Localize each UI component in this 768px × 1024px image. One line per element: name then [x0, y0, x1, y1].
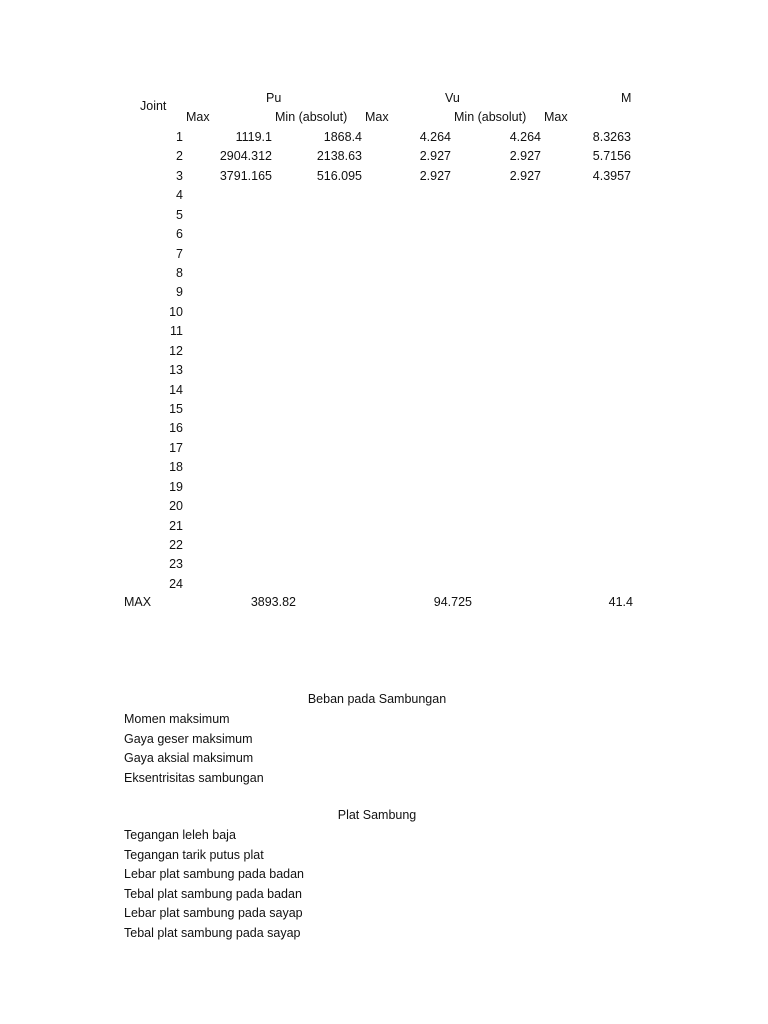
list-item: Lebar plat sambung pada badan	[124, 867, 305, 881]
joint-number: 16	[169, 421, 183, 436]
joint-number: 11	[170, 324, 183, 339]
cell-pu-min: 1868.4	[323, 130, 362, 144]
cell-pu-max: 2904.312	[219, 149, 272, 164]
cell-vu-max: 2.927	[419, 168, 451, 183]
cell-pu-max: 1119.1	[235, 130, 272, 144]
list-item: Lebar plat sambung pada sayap	[124, 906, 303, 920]
list-item: Tegangan tarik putus plat	[124, 847, 264, 862]
joint-number: 4	[176, 188, 183, 203]
joint-number: 5	[176, 207, 183, 222]
joint-number: 15	[169, 402, 183, 417]
cell-pu-min: 2138.63	[316, 149, 362, 164]
joint-number: 3	[176, 168, 183, 183]
max-vu-value: 94.725	[433, 595, 472, 609]
joint-number: 8	[176, 266, 183, 280]
header-vu-min: Min (absolut)	[454, 110, 527, 124]
header-pu-max: Max	[186, 110, 210, 124]
list-item: Gaya geser maksimum	[124, 731, 253, 746]
joint-number: 12	[169, 343, 183, 358]
cell-m-max: 8.3263	[592, 130, 631, 144]
joint-number: 18	[169, 460, 183, 475]
plat-section-title: Plat Sambung	[337, 808, 417, 822]
list-item: Tebal plat sambung pada sayap	[124, 925, 301, 940]
header-pu-min: Min (absolut)	[275, 110, 348, 124]
header-pu: Pu	[266, 91, 282, 105]
list-item: Eksentrisitas sambungan	[124, 770, 264, 785]
cell-m-max: 4.3957	[592, 168, 631, 183]
beban-section-title: Beban pada Sambungan	[307, 692, 447, 706]
max-pu-value: 3893.82	[250, 595, 296, 609]
header-joint: Joint	[140, 99, 167, 113]
max-row-label: MAX	[124, 595, 152, 609]
joint-number: 21	[169, 518, 183, 533]
header-m: M	[621, 91, 632, 105]
header-vu: Vu	[445, 91, 460, 105]
header-vu-max: Max	[365, 110, 389, 124]
max-m-value: 41.4	[608, 595, 633, 609]
joint-number: 7	[176, 246, 183, 261]
joint-number: 13	[169, 363, 183, 378]
joint-number: 14	[169, 382, 183, 397]
joint-number: 19	[169, 479, 183, 494]
joint-number: 1	[176, 130, 183, 144]
header-m-max: Max	[544, 110, 568, 124]
list-item: Tegangan leleh baja	[124, 828, 236, 842]
cell-m-max: 5.7156	[592, 149, 631, 164]
joint-number: 20	[169, 499, 183, 514]
joint-number: 22	[169, 538, 183, 553]
list-item: Gaya aksial maksimum	[124, 751, 254, 765]
joint-number: 10	[169, 304, 183, 319]
cell-vu-min: 2.927	[509, 168, 541, 183]
cell-pu-max: 3791.165	[219, 168, 272, 183]
list-item: Tebal plat sambung pada badan	[124, 886, 302, 901]
joint-number: 23	[169, 557, 183, 572]
joint-number: 6	[176, 227, 183, 242]
joint-number: 24	[169, 576, 183, 591]
joint-number: 2	[176, 149, 183, 164]
cell-vu-min: 2.927	[509, 149, 541, 164]
joint-number: 17	[169, 440, 183, 455]
cell-pu-min: 516.095	[316, 168, 362, 183]
cell-vu-max: 2.927	[419, 149, 451, 164]
cell-vu-max: 4.264	[419, 130, 451, 144]
cell-vu-min: 4.264	[509, 130, 541, 144]
joint-number: 9	[176, 285, 183, 300]
list-item: Momen maksimum	[124, 712, 230, 726]
